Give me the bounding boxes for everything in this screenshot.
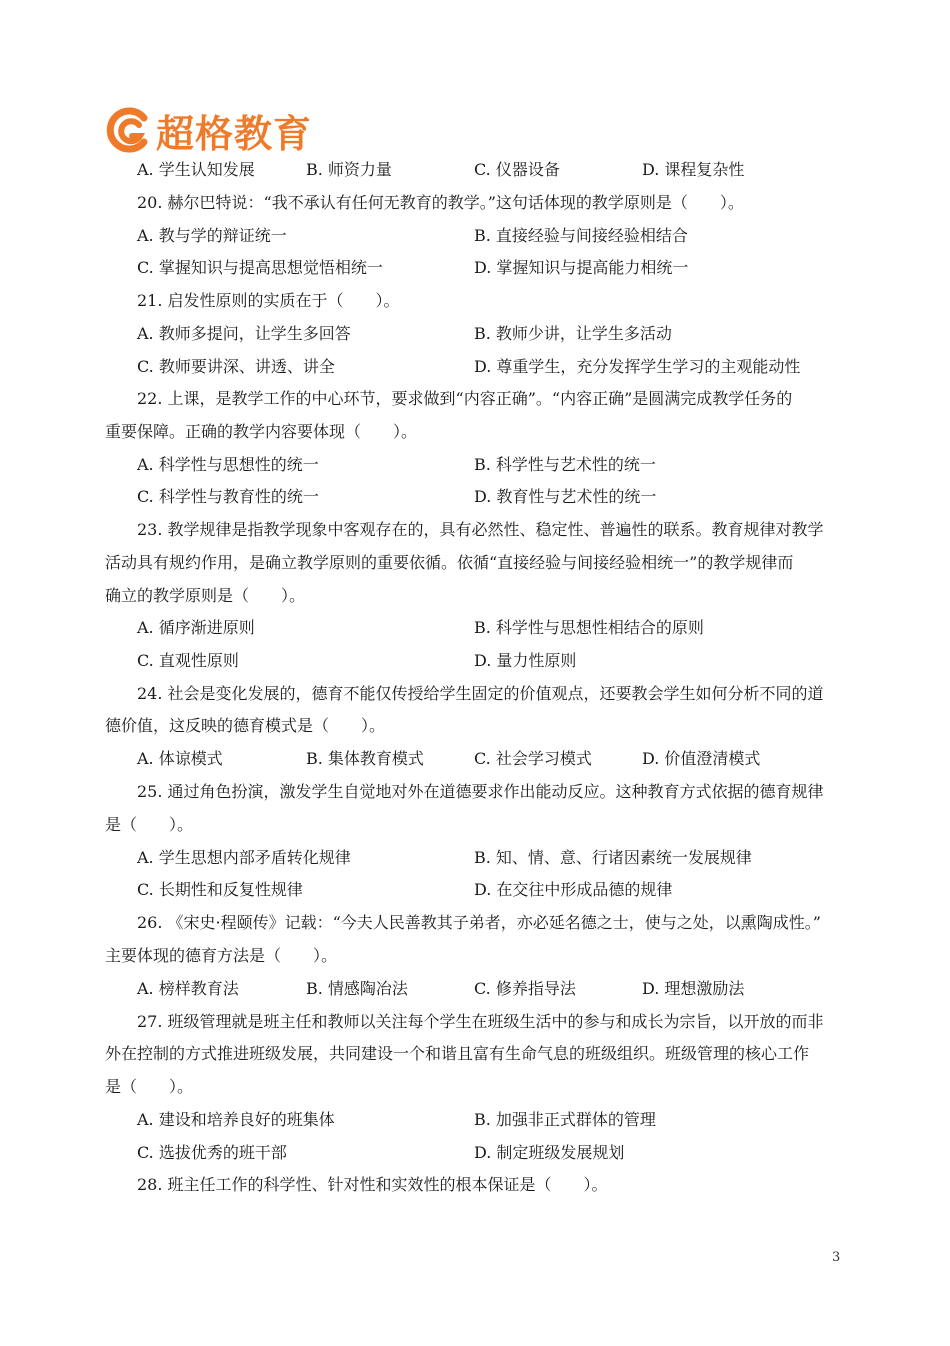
option-a: A. 建设和培养良好的班集体 <box>137 1110 335 1129</box>
option-d: D. 制定班级发展规划 <box>474 1143 625 1162</box>
option-c: C. 社会学习模式 <box>474 749 592 768</box>
question-stem-line-1: 27. 班级管理就是班主任和教师以关注每个学生在班级生活中的参与和成长为宗旨，以开放的而非 <box>137 1012 824 1031</box>
option-a: A. 榜样教育法 <box>137 979 239 998</box>
option-b: B. 科学性与艺术性的统一 <box>474 455 656 474</box>
question-stem: 28. 班主任工作的科学性、针对性和实效性的根本保证是（ ）。 <box>137 1175 608 1194</box>
option-a: A. 科学性与思想性的统一 <box>137 455 319 474</box>
option-c: C. 选拔优秀的班干部 <box>137 1143 287 1162</box>
option-b: B. 师资力量 <box>306 160 392 179</box>
brand-name: 超格教育 <box>156 111 313 156</box>
option-c: C. 仪器设备 <box>474 160 560 179</box>
option-b: B. 教师少讲，让学生多活动 <box>474 324 672 343</box>
option-b: B. 科学性与思想性相结合的原则 <box>474 618 704 637</box>
option-c: C. 教师要讲深、讲透、讲全 <box>137 357 335 376</box>
option-d: D. 价值澄清模式 <box>642 749 761 768</box>
question-stem-line-3: 确立的教学原则是（ ）。 <box>105 586 306 605</box>
option-c: C. 科学性与教育性的统一 <box>137 487 319 506</box>
option-c: C. 修养指导法 <box>474 979 576 998</box>
option-a: A. 循序渐进原则 <box>137 618 255 637</box>
brand-logo <box>104 104 312 156</box>
option-d: D. 课程复杂性 <box>642 160 745 179</box>
option-c: C. 直观性原则 <box>137 651 239 670</box>
option-c: C. 掌握知识与提高思想觉悟相统一 <box>137 258 383 277</box>
option-a: A. 教师多提问，让学生多回答 <box>137 324 351 343</box>
option-a: A. 学生认知发展 <box>137 160 255 179</box>
question-stem: 21. 启发性原则的实质在于（ ）。 <box>137 291 400 310</box>
option-b: B. 加强非正式群体的管理 <box>474 1110 656 1129</box>
question-stem-line-2: 主要体现的德育方法是（ ）。 <box>105 946 338 965</box>
question-stem-line-1: 24. 社会是变化发展的，德育不能仅传授给学生固定的价值观点，还要教会学生如何分析不同的道 <box>137 684 824 703</box>
option-d: D. 掌握知识与提高能力相统一 <box>474 258 689 277</box>
question-stem-line-2: 外在控制的方式推进班级发展，共同建设一个和谐且富有生命气息的班级组织。班级管理的核心工作 <box>105 1044 810 1063</box>
question-stem-line-1: 22. 上课，是教学工作的中心环节，要求做到“内容正确”。“内容正确”是圆满完成教学任务的 <box>137 389 793 408</box>
option-a: A. 体谅模式 <box>137 749 223 768</box>
option-d: D. 教育性与艺术性的统一 <box>474 487 657 506</box>
question-stem-line-2: 德价值，这反映的德育模式是（ ）。 <box>105 716 386 735</box>
question-stem-line-1: 23. 教学规律是指教学现象中客观存在的，具有必然性、稳定性、普遍性的联系。教育规律对教学 <box>137 520 824 539</box>
option-d: D. 理想激励法 <box>642 979 745 998</box>
option-d: D. 在交往中形成品德的规律 <box>474 880 673 899</box>
question-stem-line-2: 活动具有规约作用，是确立教学原则的重要依循。依循“直接经验与间接经验相统一”的教学规律而 <box>105 553 794 572</box>
option-c: C. 长期性和反复性规律 <box>137 880 303 899</box>
page-number: 3 <box>832 1250 841 1265</box>
option-b: B. 知、情、意、行诸因素统一发展规律 <box>474 848 752 867</box>
option-a: A. 学生思想内部矛盾转化规律 <box>137 848 351 867</box>
question-stem: 20. 赫尔巴特说：“我不承认有任何无教育的教学。”这句话体现的教学原则是（ ）。 <box>137 193 744 212</box>
cg-logo-icon <box>104 106 152 154</box>
question-stem-line-3: 是（ ）。 <box>105 1077 194 1096</box>
option-b: B. 集体教育模式 <box>306 749 424 768</box>
option-d: D. 量力性原则 <box>474 651 577 670</box>
question-stem-line-2: 重要保障。正确的教学内容要体现（ ）。 <box>105 422 418 441</box>
question-stem-line-2: 是（ ）。 <box>105 815 194 834</box>
option-b: B. 情感陶冶法 <box>306 979 408 998</box>
option-b: B. 直接经验与间接经验相结合 <box>474 226 688 245</box>
option-d: D. 尊重学生，充分发挥学生学习的主观能动性 <box>474 357 801 376</box>
question-stem-line-1: 25. 通过角色扮演，激发学生自觉地对外在道德要求作出能动反应。这种教育方式依据的德育规律 <box>137 782 824 801</box>
option-a: A. 教与学的辩证统一 <box>137 226 287 245</box>
question-stem-line-1: 26. 《宋史·程颐传》记载：“今夫人民善教其子弟者，亦必延名德之士，使与之处，以熏陶成性。” <box>137 913 821 932</box>
